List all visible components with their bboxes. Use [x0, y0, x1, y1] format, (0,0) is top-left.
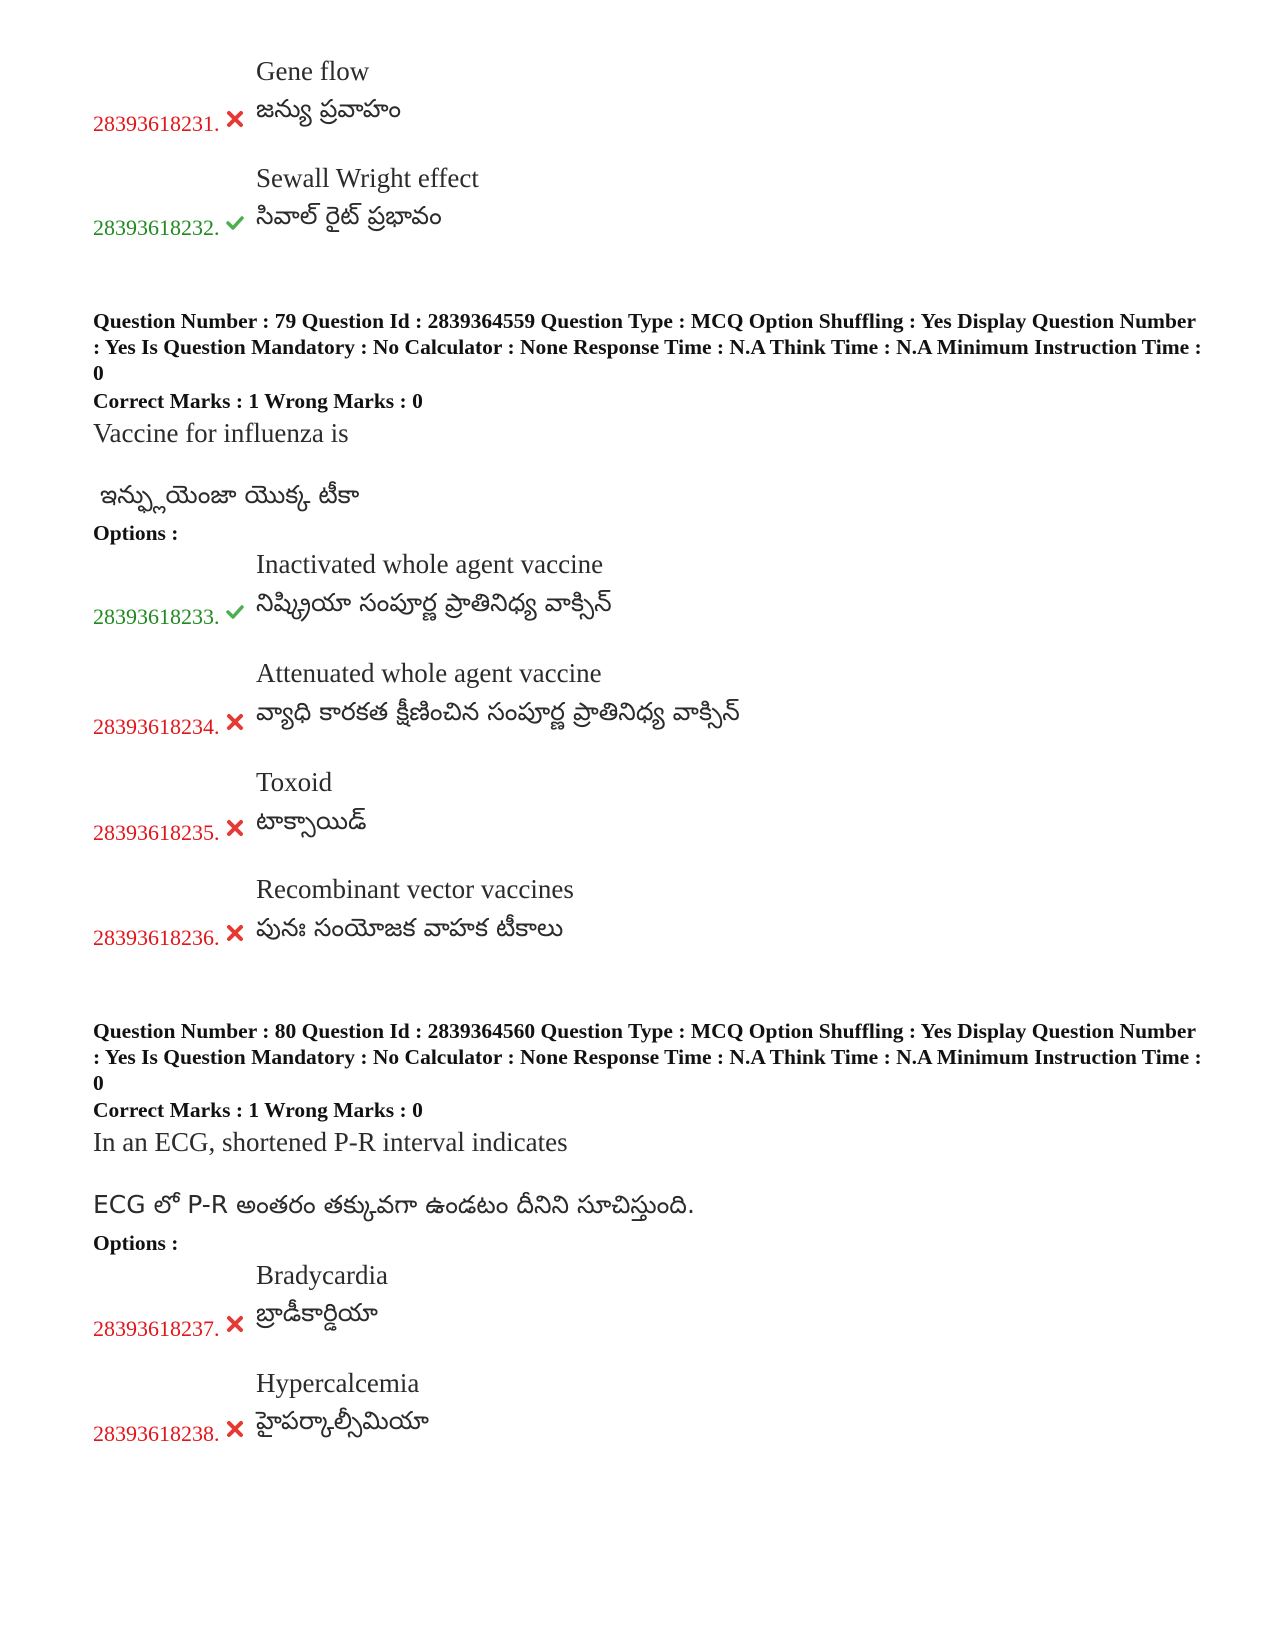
question-marks: Correct Marks : 1 Wrong Marks : 0 — [93, 389, 423, 413]
option-text-te: నిష్క్రియా సంపూర్ణ ప్రాతినిధ్య వాక్సిన్ — [256, 588, 612, 617]
option-id: 28393618233. — [93, 604, 220, 629]
question-stem-te: ECG లో P-R అంతరం తక్కువగా ఉండటం దీనిని సూచిస్తుంది. — [93, 1190, 695, 1219]
option-text-te: బ్రాడీకార్డియా — [256, 1298, 378, 1327]
question-marks: Correct Marks : 1 Wrong Marks : 0 — [93, 1098, 423, 1122]
option-text-te: పునః సంయోజక వాహక టీకాలు — [256, 913, 564, 942]
option-text-en: Sewall Wright effect — [256, 163, 479, 193]
option-id: 28393618231. — [93, 111, 220, 136]
question-stem-te: ఇన్ఫ్లుయెంజా యొక్క టీకా — [100, 480, 360, 509]
option-text-en: Hypercalcemia — [256, 1368, 420, 1398]
option-id: 28393618232. — [93, 215, 220, 240]
option-text-en: Attenuated whole agent vaccine — [256, 658, 602, 688]
option-text-en: Gene flow — [256, 56, 370, 86]
option-id: 28393618237. — [93, 1316, 220, 1341]
question-meta: Question Number : 80 Question Id : 2839364560 Question Type : MCQ Option Shuffling : Yes Display Question Number : Yes Is Question Mandatory : No Calculator : None Response Time : N.A Think Time : N.A Minimum Instruction Time : 0 — [93, 1019, 1202, 1095]
cross-icon — [226, 1420, 244, 1438]
cross-icon — [226, 110, 244, 128]
question-stem-en: Vaccine for influenza is — [93, 418, 349, 448]
option-id: 28393618235. — [93, 820, 220, 845]
option-text-te: సివాల్ రైట్ ప్రభావం — [256, 201, 442, 230]
options-label: Options : — [93, 1231, 179, 1255]
check-icon — [226, 214, 244, 232]
question-stem-en: In an ECG, shortened P-R interval indicates — [93, 1127, 568, 1157]
cross-icon — [226, 1315, 244, 1333]
cross-icon — [226, 819, 244, 837]
cross-icon — [226, 924, 244, 942]
option-text-te: వ్యాధి కారకత క్షీణించిన సంపూర్ణ ప్రాతినిధ్య వాక్సిన్ — [256, 697, 740, 726]
options-label: Options : — [93, 521, 179, 545]
option-text-te: టాక్సాయిడ్ — [256, 806, 367, 835]
check-icon — [226, 603, 244, 621]
option-text-en: Inactivated whole agent vaccine — [256, 549, 604, 579]
question-meta: Question Number : 79 Question Id : 2839364559 Question Type : MCQ Option Shuffling : Yes Display Question Number : Yes Is Question Mandatory : No Calculator : None Response Time : N.A Think Time : N.A Minimum Instruction Time : 0 — [93, 309, 1202, 385]
option-text-en: Recombinant vector vaccines — [256, 874, 574, 904]
option-id: 28393618238. — [93, 1421, 220, 1446]
option-id: 28393618236. — [93, 925, 220, 950]
option-id: 28393618234. — [93, 714, 220, 739]
option-text-en: Toxoid — [256, 767, 333, 797]
option-text-te: హైపర్కాల్సీమియా — [256, 1406, 429, 1435]
option-text-te: జన్యు ప్రవాహం — [256, 94, 402, 123]
option-text-en: Bradycardia — [256, 1260, 388, 1290]
cross-icon — [226, 713, 244, 731]
